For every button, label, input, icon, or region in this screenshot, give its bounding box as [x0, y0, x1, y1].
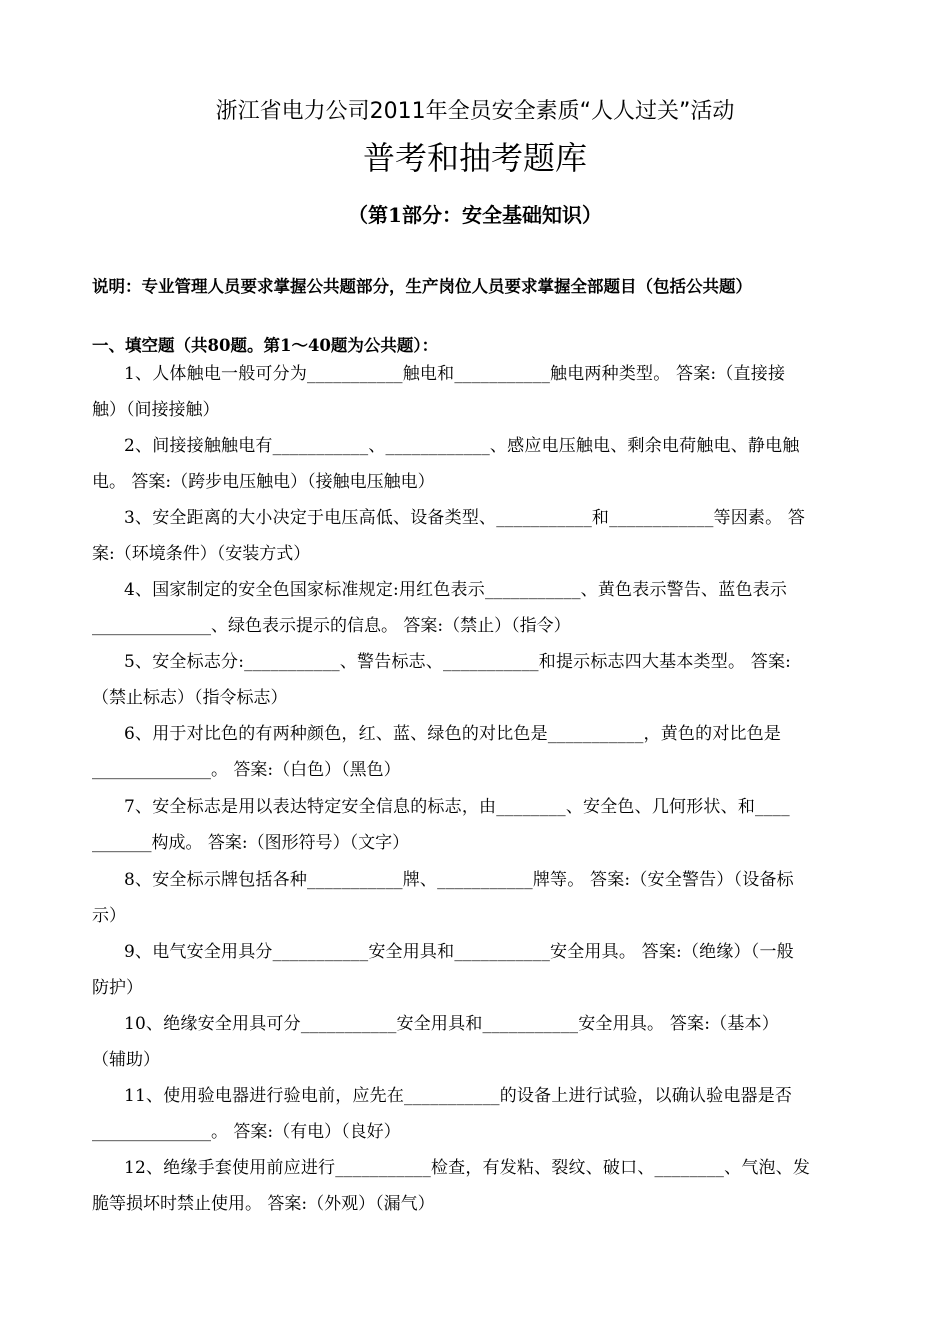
question-text: 4、国家制定的安全色国家标准规定:用红色表示___________、黄色表示警告、蓝色表示	[124, 580, 788, 600]
question-item	[92, 500, 860, 572]
question-text: 10、绝缘安全用具可分___________安全用具和___________安全用具。 答案:（基本）	[124, 1014, 779, 1034]
question-text: 5、安全标志分:___________、警告标志、___________和提示标志四大基本类型。 答案:	[124, 652, 792, 672]
question-text-cont: 防护）	[92, 978, 143, 998]
section-heading: 一、填空题（共80题。第1～40题为公共题）：	[92, 336, 439, 355]
question-item	[92, 356, 860, 428]
question-text: 1、人体触电一般可分为___________触电和___________触电两种类型。 答案:（直接接	[124, 364, 786, 384]
question-text: 3、安全距离的大小决定于电压高低、设备类型、___________和____________等因素。 答	[124, 508, 806, 528]
document-subtitle: 浙江省电力公司2011年全员安全素质“人人过关”活动	[215, 99, 735, 124]
question-text: 9、电气安全用具分___________安全用具和___________安全用具。 答案:（绝缘）（一般	[124, 942, 794, 962]
question-item	[92, 1078, 860, 1150]
question-text: 8、安全标示牌包括各种___________牌、___________牌等。 答案:（安全警告）（设备标	[124, 870, 794, 890]
question-item	[92, 428, 860, 500]
question-item	[92, 716, 860, 788]
question-item	[92, 862, 860, 934]
question-item	[92, 644, 860, 716]
question-text: 12、绝缘手套使用前应进行___________检查，有发粘、裂纹、破口、________、气泡、发	[124, 1158, 811, 1178]
document-title: 普考和抽考题库	[362, 139, 587, 177]
question-text-cont: ______________。 答案:（有电）（良好）	[92, 1122, 401, 1142]
question-text-cont: ______________。 答案:（白色）（黑色）	[92, 760, 401, 780]
question-item	[92, 572, 860, 644]
question-text: 2、间接接触触电有___________、____________、感应电压触电、剩余电荷触电、静电触	[124, 436, 800, 456]
question-text-cont: 触）（间接接触）	[92, 400, 220, 420]
question-text-cont: 电。 答案:（跨步电压触电）（接触电压触电）	[92, 472, 435, 492]
question-text-cont: （禁止标志）（指令标志）	[92, 688, 288, 708]
question-text-cont: 脆等损坏时禁止使用。 答案:（外观）（漏气）	[92, 1194, 435, 1214]
question-text-cont: ______________、绿色表示提示的信息。 答案:（禁止）（指令）	[92, 616, 571, 636]
question-text-cont: _______构成。 答案:（图形符号）（文字）	[92, 833, 410, 853]
question-item	[92, 1150, 860, 1222]
question-text: 7、安全标志是用以表达特定安全信息的标志，由________、安全色、几何形状、和____	[124, 797, 790, 817]
question-item	[92, 1006, 860, 1078]
question-item	[92, 934, 860, 1006]
part-heading: （第1部分：安全基础知识）	[348, 203, 602, 227]
question-text-cont: 案:（环境条件）（安装方式）	[92, 544, 311, 564]
instruction-note: 说明：专业管理人员要求掌握公共题部分，生产岗位人员要求掌握全部题目（包括公共题）	[92, 277, 752, 296]
question-text: 11、使用验电器进行验电前，应先在___________的设备上进行试验，以确认验电器是否	[124, 1086, 793, 1106]
question-item	[92, 789, 860, 861]
question-text-cont: （辅助）	[92, 1050, 160, 1070]
question-text: 6、用于对比色的有两种颜色，红、蓝、绿色的对比色是___________，黄色的对比色是	[124, 724, 782, 744]
question-text-cont: 示）	[92, 906, 126, 926]
